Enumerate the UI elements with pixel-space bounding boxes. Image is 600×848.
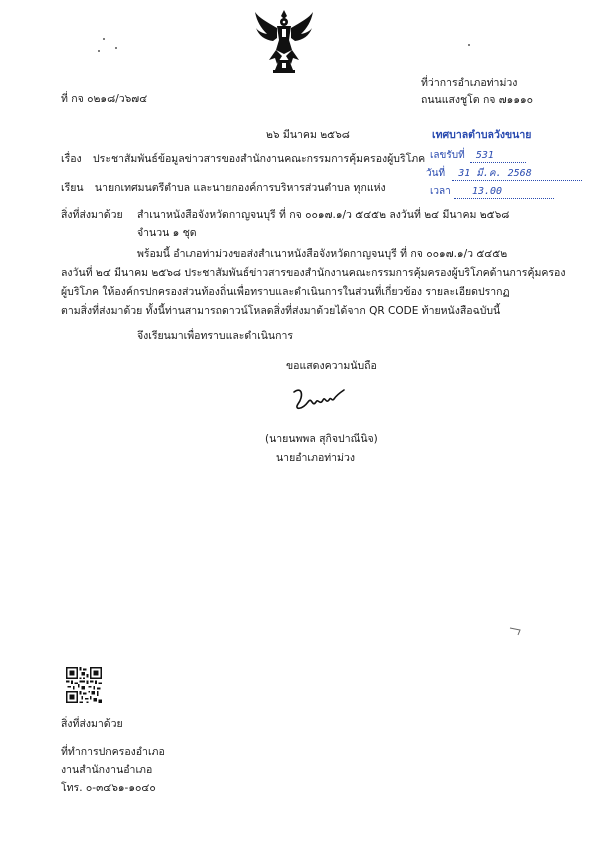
stamp-date-value: 31 มี.ค. 2568 bbox=[458, 168, 532, 179]
office-name: ที่ว่าการอำเภอท่าม่วง bbox=[421, 77, 518, 89]
scan-speck bbox=[103, 38, 105, 40]
addressee-label: เรียน bbox=[61, 182, 84, 194]
letter-date: ๒๖ มีนาคม ๒๕๖๘ bbox=[266, 129, 350, 141]
addressee-text: นายกเทศมนตรีตำบล และนายกองค์การบริหารส่วนตำบล ทุกแห่ง bbox=[94, 182, 386, 194]
subject-text: ประชาสัมพันธ์ข้อมูลข่าวสารของสำนักงานคณะกรรมการคุ้มครองผู้บริโภค bbox=[93, 153, 426, 165]
enclosure-line-2: จำนวน ๑ ชุด bbox=[137, 227, 197, 239]
subject-label: เรื่อง bbox=[61, 153, 82, 165]
phone-number: โทร. ๐-๓๔๖๑-๑๐๔๐ bbox=[61, 782, 156, 794]
signer-name: (นายนพพล สุกิจปาณีนิจ) bbox=[265, 433, 378, 445]
stamp-org: เทศบาลตำบลวังขนาย bbox=[432, 129, 532, 141]
scan-speck bbox=[115, 47, 117, 49]
qr-enclosure-label: สิ่งที่ส่งมาด้วย bbox=[61, 718, 123, 730]
receipt-stamp bbox=[426, 124, 586, 202]
garuda-emblem-icon bbox=[253, 8, 315, 74]
pen-mark bbox=[508, 626, 522, 636]
regards-text: ขอแสดงความนับถือ bbox=[286, 360, 377, 372]
stamp-receive-number: 531 bbox=[475, 150, 494, 161]
stamp-receive-label: เลขรับที่ bbox=[430, 150, 465, 161]
scan-speck bbox=[98, 50, 100, 52]
closing-text: จึงเรียนมาเพื่อทราบและดำเนินการ bbox=[137, 330, 293, 342]
section-name: งานสำนักงานอำเภอ bbox=[61, 764, 153, 776]
signer-title: นายอำเภอท่าม่วง bbox=[276, 452, 356, 464]
department-name: ที่ทำการปกครองอำเภอ bbox=[61, 746, 165, 758]
enclosure-line-1: สำเนาหนังสือจังหวัดกาญจนบุรี ที่ กจ ๐๐๑๗.๑/ว ๕๔๕๒ ลงวันที่ ๒๔ มีนาคม ๒๕๖๘ bbox=[137, 209, 510, 221]
handwritten-signature-icon bbox=[288, 382, 358, 416]
office-address: ถนนแสงชูโต กจ ๗๑๑๑๐ bbox=[421, 94, 534, 106]
body-line-1: พร้อมนี้ อำเภอท่าม่วงขอส่งสำเนาหนังสือจังหวัดกาญจนบุรี ที่ กจ ๐๐๑๗.๑/ว ๕๔๕๒ bbox=[137, 248, 508, 260]
body-line-3: ผู้บริโภค ให้องค์กรปกครองส่วนท้องถิ่นเพื่อทราบและดำเนินการในส่วนที่เกี่ยวข้อง รายละเอียดปรากฏ bbox=[61, 286, 510, 298]
body-line-4: ตามสิ่งที่ส่งมาด้วย ทั้งนี้ท่านสามารถดาวน์โหลดสิ่งที่ส่งมาด้วยได้จาก QR CODE ท้ายหนังสือฉบับนี้ bbox=[61, 305, 501, 317]
qr-code-icon bbox=[66, 667, 102, 703]
stamp-time-label: เวลา bbox=[430, 186, 451, 197]
stamp-time-value: 13.00 bbox=[471, 186, 503, 197]
stamp-date-label: วันที่ bbox=[426, 168, 446, 179]
body-line-2: ลงวันที่ ๒๔ มีนาคม ๒๕๖๘ ประชาสัมพันธ์ข่าวสารของสำนักงานคณะกรรมการคุ้มครองผู้บริโภคด้านการคุ้มครอง bbox=[61, 267, 566, 279]
scan-speck bbox=[468, 44, 470, 46]
reference-number: ที่ กจ ๐๒๑๘/ว๖๗๔ bbox=[61, 93, 148, 105]
enclosure-label: สิ่งที่ส่งมาด้วย bbox=[61, 209, 123, 221]
